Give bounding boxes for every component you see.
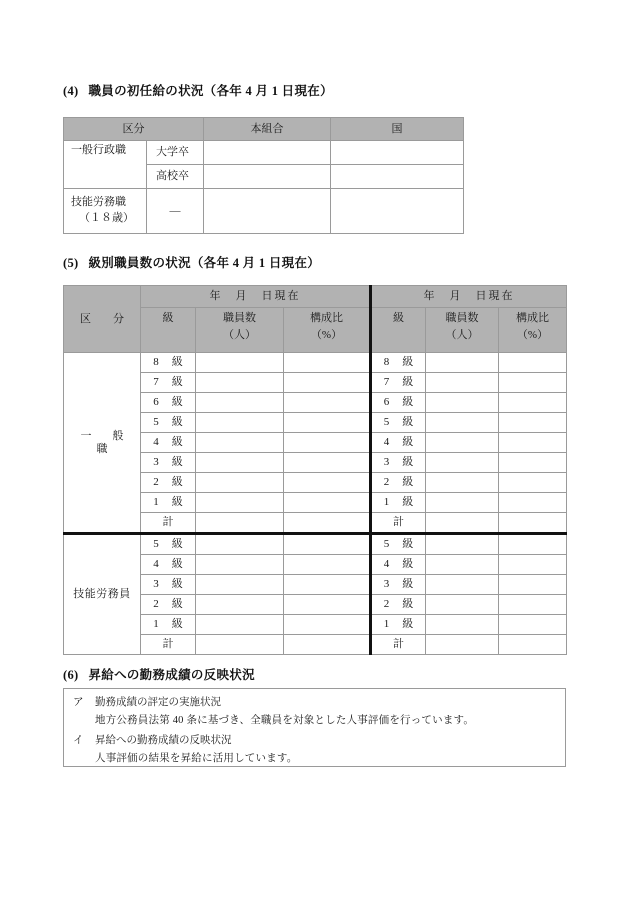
cell-group-general: 一 般 職 bbox=[64, 353, 141, 534]
cell-count-right[interactable] bbox=[426, 413, 499, 433]
header-count-left-line1: 職員数 bbox=[223, 312, 256, 324]
cell-count-right[interactable] bbox=[426, 393, 499, 413]
cell-count-left[interactable] bbox=[196, 493, 284, 513]
section-heading-6 bbox=[63, 665, 255, 683]
header-ratio-left bbox=[284, 308, 371, 353]
cell-count-left[interactable] bbox=[196, 534, 284, 555]
cell-count-right[interactable] bbox=[426, 534, 499, 555]
cell-grade-left: 3 級 bbox=[141, 453, 196, 473]
header-ratio-left-line1: 構成比 bbox=[310, 312, 343, 324]
header-kubun: 区 分 bbox=[64, 286, 141, 353]
section-number-5: (5) bbox=[63, 256, 79, 270]
pay-raise-performance-box bbox=[63, 688, 566, 767]
cell-grade-left: 3 級 bbox=[141, 575, 196, 595]
cell-grade-left: 2 級 bbox=[141, 595, 196, 615]
cell-subcategory-university: 大学卒 bbox=[147, 141, 204, 165]
cell-count-left[interactable] bbox=[196, 433, 284, 453]
cell-grade-left: 5 級 bbox=[141, 534, 196, 555]
cell-total-label-right: 計 bbox=[371, 513, 426, 534]
cell-grade-right: 2 級 bbox=[371, 595, 426, 615]
cell-grade-right: 5 級 bbox=[371, 413, 426, 433]
cell-grade-right: 7 級 bbox=[371, 373, 426, 393]
cell-grade-left: 8 級 bbox=[141, 353, 196, 373]
cell-grade-left: 5 級 bbox=[141, 413, 196, 433]
cell-count-left[interactable] bbox=[196, 453, 284, 473]
cell-ratio-left[interactable] bbox=[284, 493, 371, 513]
box-item-marker: イ bbox=[73, 734, 84, 746]
header-grade-left: 級 bbox=[141, 308, 196, 353]
cell-subcategory-dash: ― bbox=[147, 189, 204, 234]
header-count-right bbox=[426, 308, 499, 353]
section-heading-4 bbox=[63, 81, 333, 99]
table-header-row bbox=[64, 118, 464, 141]
box-item-heading-text: 昇給への勤務成績の反映状況 bbox=[95, 734, 232, 746]
cell-ratio-right[interactable] bbox=[499, 595, 567, 615]
cell-total-ratio-left[interactable] bbox=[284, 513, 371, 534]
cell-grade-right: 2 級 bbox=[371, 473, 426, 493]
cell-count-left[interactable] bbox=[196, 595, 284, 615]
cell-count-right[interactable] bbox=[426, 353, 499, 373]
header-grade-right: 級 bbox=[371, 308, 426, 353]
header-date-left[interactable]: 年 月 日現在 bbox=[141, 286, 371, 308]
cell-count-left[interactable] bbox=[196, 393, 284, 413]
cell-union-value[interactable] bbox=[204, 189, 331, 234]
cell-total-label-right: 計 bbox=[371, 635, 426, 655]
cell-grade-right: 5 級 bbox=[371, 534, 426, 555]
cell-ratio-right[interactable] bbox=[499, 473, 567, 493]
cell-ratio-left[interactable] bbox=[284, 373, 371, 393]
box-item-marker: ア bbox=[73, 697, 84, 708]
cell-ratio-left[interactable] bbox=[284, 393, 371, 413]
cell-count-right[interactable] bbox=[426, 453, 499, 473]
header-ratio-left-line2: （%） bbox=[310, 328, 343, 341]
header-count-right-line1: 職員数 bbox=[445, 312, 479, 324]
cell-count-left[interactable] bbox=[196, 473, 284, 493]
cell-count-right[interactable] bbox=[426, 595, 499, 615]
cell-ratio-left[interactable] bbox=[284, 575, 371, 595]
cell-count-left[interactable] bbox=[196, 575, 284, 595]
cell-ratio-left[interactable] bbox=[284, 615, 371, 635]
section-number-6: (6) bbox=[63, 668, 79, 682]
cell-count-right[interactable] bbox=[426, 555, 499, 575]
table-row bbox=[64, 353, 567, 373]
cell-count-right[interactable] bbox=[426, 493, 499, 513]
cell-country-value[interactable] bbox=[331, 189, 464, 234]
cell-ratio-left[interactable] bbox=[284, 473, 371, 493]
cell-total-count-right[interactable] bbox=[426, 635, 499, 655]
table-row bbox=[64, 189, 464, 234]
grade-staff-count-table bbox=[63, 285, 567, 655]
cell-ratio-left[interactable] bbox=[284, 353, 371, 373]
cell-category-general-admin: 一般行政職 bbox=[64, 141, 147, 189]
box-item-heading-text: 勤務成績の評定の実施状況 bbox=[95, 697, 221, 708]
cell-ratio-right[interactable] bbox=[499, 575, 567, 595]
cell-ratio-right[interactable] bbox=[499, 615, 567, 635]
cell-country-value[interactable] bbox=[331, 165, 464, 189]
cell-grade-left: 1 級 bbox=[141, 493, 196, 513]
cell-total-ratio-right[interactable] bbox=[499, 635, 567, 655]
cell-grade-left: 1 級 bbox=[141, 615, 196, 635]
box-item-heading bbox=[73, 732, 559, 750]
cell-count-right[interactable] bbox=[426, 473, 499, 493]
cell-group-skilled-labor: 技能労務員 bbox=[64, 534, 141, 655]
cell-ratio-right[interactable] bbox=[499, 453, 567, 473]
cell-grade-left: 7 級 bbox=[141, 373, 196, 393]
cell-grade-right: 1 級 bbox=[371, 493, 426, 513]
cell-count-left[interactable] bbox=[196, 413, 284, 433]
cell-count-left[interactable] bbox=[196, 373, 284, 393]
cell-count-left[interactable] bbox=[196, 555, 284, 575]
box-item bbox=[73, 694, 559, 731]
cell-ratio-right[interactable] bbox=[499, 555, 567, 575]
cell-category-skilled-labor-line1: 技能労務職 bbox=[71, 196, 126, 209]
cell-grade-left: 4 級 bbox=[141, 433, 196, 453]
box-item-body: 地方公務員法第 40 条に基づき、全職員を対象とした人事評価を行っています。 bbox=[95, 715, 475, 727]
cell-ratio-right[interactable] bbox=[499, 534, 567, 555]
cell-union-value[interactable] bbox=[204, 165, 331, 189]
cell-count-left[interactable] bbox=[196, 615, 284, 635]
cell-ratio-right[interactable] bbox=[499, 413, 567, 433]
cell-ratio-left[interactable] bbox=[284, 534, 371, 555]
cell-ratio-left[interactable] bbox=[284, 433, 371, 453]
cell-ratio-left[interactable] bbox=[284, 453, 371, 473]
section-title-4: 職員の初任給の状況（各年 4 月 1 日現在） bbox=[88, 84, 333, 98]
cell-total-label-left: 計 bbox=[141, 513, 196, 534]
cell-grade-right: 3 級 bbox=[371, 453, 426, 473]
header-date-right[interactable]: 年 月 日現在 bbox=[371, 286, 567, 308]
cell-category-skilled-labor bbox=[64, 189, 147, 234]
cell-grade-right: 4 級 bbox=[371, 433, 426, 453]
cell-ratio-left[interactable] bbox=[284, 595, 371, 615]
header-count-right-line2: （人） bbox=[445, 328, 479, 341]
cell-grade-right: 6 級 bbox=[371, 393, 426, 413]
cell-country-value[interactable] bbox=[331, 141, 464, 165]
cell-ratio-right[interactable] bbox=[499, 433, 567, 453]
section-title-6: 昇給への勤務成績の反映状況 bbox=[88, 668, 255, 682]
cell-total-ratio-right[interactable] bbox=[499, 513, 567, 534]
cell-count-right[interactable] bbox=[426, 615, 499, 635]
cell-count-left[interactable] bbox=[196, 353, 284, 373]
box-item bbox=[73, 732, 559, 769]
header-kubun: 区分 bbox=[64, 118, 204, 141]
cell-count-right[interactable] bbox=[426, 575, 499, 595]
header-count-left-line2: （人） bbox=[223, 328, 256, 341]
cell-grade-right: 1 級 bbox=[371, 615, 426, 635]
cell-total-count-left[interactable] bbox=[196, 513, 284, 534]
cell-count-right[interactable] bbox=[426, 373, 499, 393]
cell-grade-right: 3 級 bbox=[371, 575, 426, 595]
cell-grade-left: 4 級 bbox=[141, 555, 196, 575]
cell-subcategory-highschool: 高校卒 bbox=[147, 165, 204, 189]
cell-grade-left: 6 級 bbox=[141, 393, 196, 413]
cell-count-right[interactable] bbox=[426, 433, 499, 453]
header-ratio-right bbox=[499, 308, 567, 353]
starting-salary-table bbox=[63, 117, 464, 234]
box-item-heading bbox=[73, 694, 559, 712]
table-row bbox=[64, 141, 464, 165]
section-heading-5 bbox=[63, 253, 320, 271]
cell-ratio-right[interactable] bbox=[499, 353, 567, 373]
box-item-body: 人事評価の結果を昇給に活用しています。 bbox=[95, 753, 298, 765]
header-ratio-right-line2: （%） bbox=[516, 328, 549, 341]
section-title-5: 級別職員数の状況（各年 4 月 1 日現在） bbox=[88, 256, 321, 270]
cell-ratio-right[interactable] bbox=[499, 393, 567, 413]
cell-total-count-right[interactable] bbox=[426, 513, 499, 534]
cell-total-label-left: 計 bbox=[141, 635, 196, 655]
header-ratio-right-line1: 構成比 bbox=[516, 312, 549, 324]
header-count-left bbox=[196, 308, 284, 353]
cell-grade-right: 8 級 bbox=[371, 353, 426, 373]
table-date-header-row bbox=[64, 286, 567, 308]
cell-grade-right: 4 級 bbox=[371, 555, 426, 575]
cell-ratio-left[interactable] bbox=[284, 555, 371, 575]
cell-ratio-left[interactable] bbox=[284, 413, 371, 433]
header-country: 国 bbox=[331, 118, 464, 141]
cell-total-count-left[interactable] bbox=[196, 635, 284, 655]
header-union: 本組合 bbox=[204, 118, 331, 141]
cell-grade-left: 2 級 bbox=[141, 473, 196, 493]
cell-category-skilled-labor-line2: （１８歳） bbox=[79, 212, 134, 224]
cell-ratio-right[interactable] bbox=[499, 373, 567, 393]
section-number-4: (4) bbox=[63, 84, 79, 98]
cell-ratio-right[interactable] bbox=[499, 493, 567, 513]
table-row bbox=[64, 534, 567, 555]
cell-union-value[interactable] bbox=[204, 141, 331, 165]
cell-total-ratio-left[interactable] bbox=[284, 635, 371, 655]
